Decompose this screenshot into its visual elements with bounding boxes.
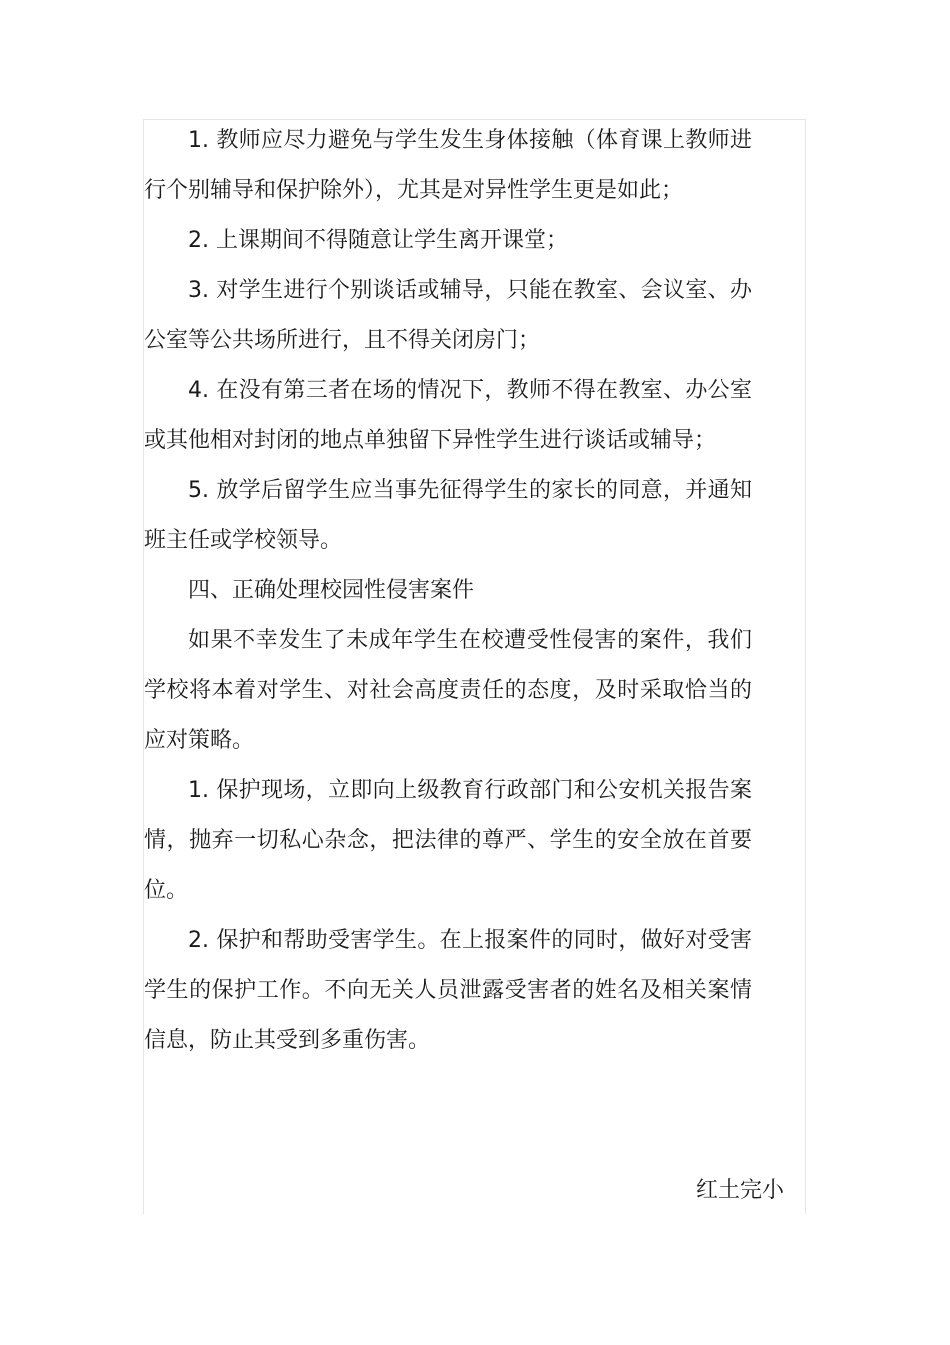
intro-paragraph: 如果不幸发生了未成年学生在校遭受性侵害的案件，我们学校将本着对学生、对社会高度责任的态度，及时采取恰当的应对策略。 [144,628,752,753]
signature: 红土完小 [695,1178,784,1203]
response-item-2: 2. 保护和帮助受害学生。在上报案件的同时，做好对受害学生的保护工作。不向无关人员泄露受害者的姓名及相关案情信息，防止其受到多重伤害。 [144,928,752,1053]
document-body [144,116,752,1066]
rule-item-3: 3. 对学生进行个别谈话或辅导，只能在教室、会议室、办公室等公共场所进行，且不得关闭房门； [144,278,752,353]
rule-item-5: 5. 放学后留学生应当事先征得学生的家长的同意，并通知班主任或学校领导。 [144,478,752,553]
section-heading: 四、正确处理校园性侵害案件 [188,578,475,603]
response-item-1: 1. 保护现场，立即向上级教育行政部门和公安机关报告案情，抛弃一切私心杂念，把法律的尊严、学生的安全放在首要位。 [144,778,752,903]
rule-item-4: 4. 在没有第三者在场的情况下，教师不得在教室、办公室或其他相对封闭的地点单独留下异性学生进行谈话或辅导； [144,378,752,453]
rule-item-1: 1. 教师应尽力避免与学生发生身体接触（体育课上教师进行个别辅导和保护除外），尤其是对异性学生更是如此； [144,128,752,203]
rule-item-2: 2. 上课期间不得随意让学生离开课堂； [188,228,568,253]
